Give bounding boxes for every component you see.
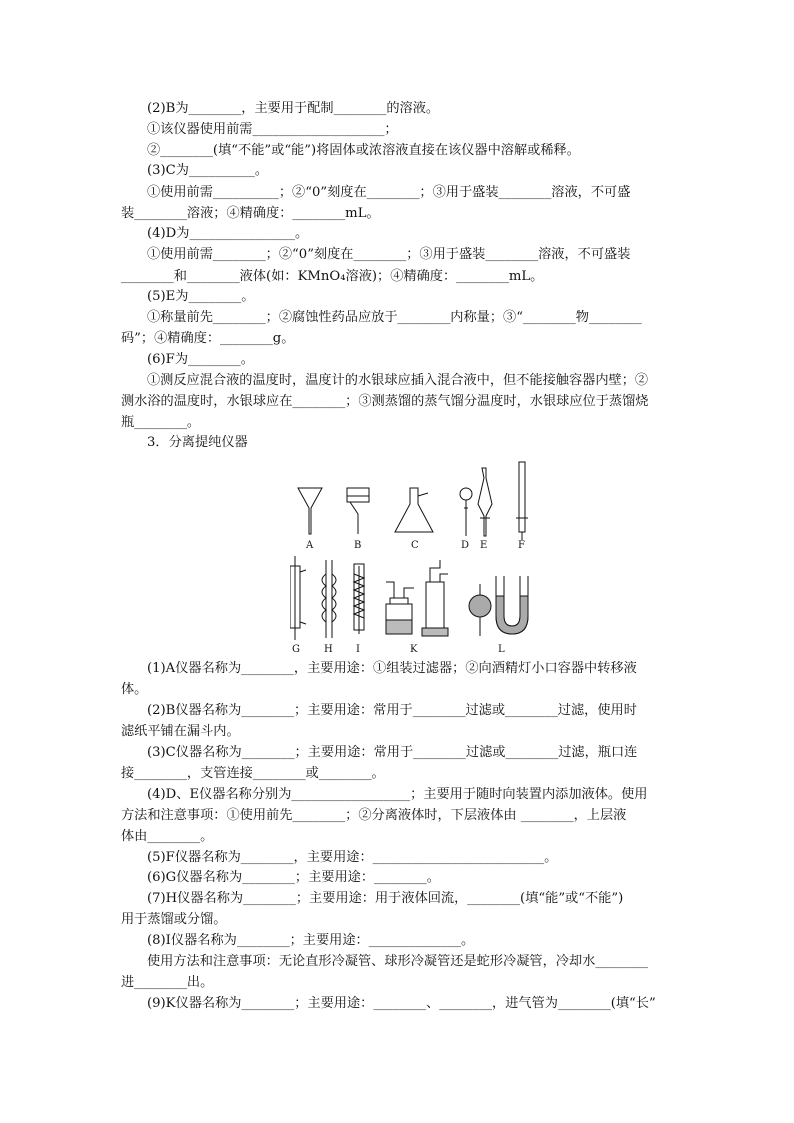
burette-F (519, 462, 525, 532)
drying-tube-L1 (469, 595, 491, 617)
label-L: L (498, 644, 505, 655)
buchner-funnel-B (347, 488, 369, 502)
text-line: (1)A仪器名称为________，主要用途：①组装过滤器；②向酒精灯小口容器中转移液 (147, 661, 637, 676)
text-line: (2)B仪器名称为________；主要用途：常用于________过滤或________过滤，使用时 (147, 703, 637, 718)
text-line: 装________溶液；④精确度：________mL。 (121, 206, 380, 221)
text-line: (5)E为________。 (147, 289, 255, 304)
label-A: A (306, 540, 314, 551)
text-line: 使用方法和注意事项：无论直形冷凝管、球形冷凝管还是蛇形冷凝管，冷却水________ (147, 954, 649, 969)
apparatus-figure (290, 456, 550, 656)
label-K: K (410, 644, 418, 655)
text-line: (3)C仪器名称为________；主要用途：常用于________过滤或________过滤，瓶口连 (147, 745, 638, 760)
text-line: (3)C为__________。 (147, 163, 269, 178)
label-H: H (324, 644, 333, 655)
text-line: (9)K仪器名称为________；主要用途：________、________，进气管为________(填“长” (147, 996, 656, 1011)
text-line: (2)B为________，主要用于配制________的溶液。 (147, 101, 440, 116)
text-line: (4)D为________________。 (147, 226, 309, 241)
suction-flask-C (395, 488, 433, 532)
section-heading: 3．分离提纯仪器 (147, 435, 248, 450)
text-line: 测水浴的温度时，水银球应在________；③测蒸馏的蒸气馏分温度时，水银球应位于蒸馏烧 (121, 394, 649, 409)
text-line: ①使用前需__________；②“0”刻度在________；③用于盛装________溶液，不可盛 (147, 185, 631, 200)
apparatus-drawing (290, 456, 550, 656)
text-line: (6)F为________。 (147, 352, 254, 367)
text-line: 码”；④精确度：________g。 (121, 331, 295, 346)
text-line: 接________，支管连接________或________。 (121, 766, 385, 781)
label-C: C (411, 540, 419, 551)
text-line: 体由________。 (121, 829, 214, 844)
label-B: B (354, 540, 362, 551)
text-line: ________和________液体(如：KMnO₄溶液)；④精确度：________mL。 (121, 269, 544, 284)
label-F: F (518, 540, 525, 551)
text-line: (6)G仪器名称为________；主要用途：________。 (147, 870, 440, 885)
text-line: (8)I仪器名称为________；主要用途：______________。 (147, 933, 475, 948)
text-line: ①该仪器使用前需____________________； (147, 122, 398, 137)
text-line: ②________(填“不能”或“能”)将固体或浓溶液直接在该仪器中溶解或稀释。 (147, 143, 580, 158)
text-line: ①使用前需________；②“0”刻度在________；③用于盛装________溶液，不可盛装 (147, 247, 631, 262)
ball-condenser-H (326, 560, 332, 638)
dropping-funnel-D (460, 488, 472, 500)
gas-bottle-K2 (426, 582, 444, 634)
label-G: G (292, 644, 300, 655)
text-line: 用于蒸馏或分馏。 (121, 912, 227, 927)
label-D: D (461, 540, 470, 551)
text-line: (4)D、E仪器名称分别为__________________；主要用于随时向装置内添加液体。使用 (147, 787, 648, 802)
funnel-A (298, 488, 322, 534)
separatory-funnel-E (478, 468, 492, 536)
label-E: E (480, 540, 488, 551)
text-line: ①测反应混合液的温度时，温度计的水银球应插入混合液中，但不能接触容器内壁；② (147, 373, 649, 388)
text-line: (7)H仪器名称为________；主要用途：用于液体回流，________(填“能”或“不能”) (147, 891, 624, 906)
text-line: 瓶________。 (121, 415, 201, 430)
text-line: 方法和注意事项：①使用前先________；②分离液体时，下层液体由 ________，上层液 (121, 808, 627, 823)
text-line: 进________出。 (121, 975, 214, 990)
text-line: (5)F仪器名称为________，主要用途：__________________________。 (147, 850, 558, 865)
text-line: 滤纸平铺在漏斗内。 (121, 724, 240, 739)
label-I: I (356, 644, 360, 655)
text-line: ①称量前先________；②腐蚀性药品应放于________内称量；③“________物________ (147, 310, 642, 325)
text-line: 体。 (121, 682, 148, 697)
